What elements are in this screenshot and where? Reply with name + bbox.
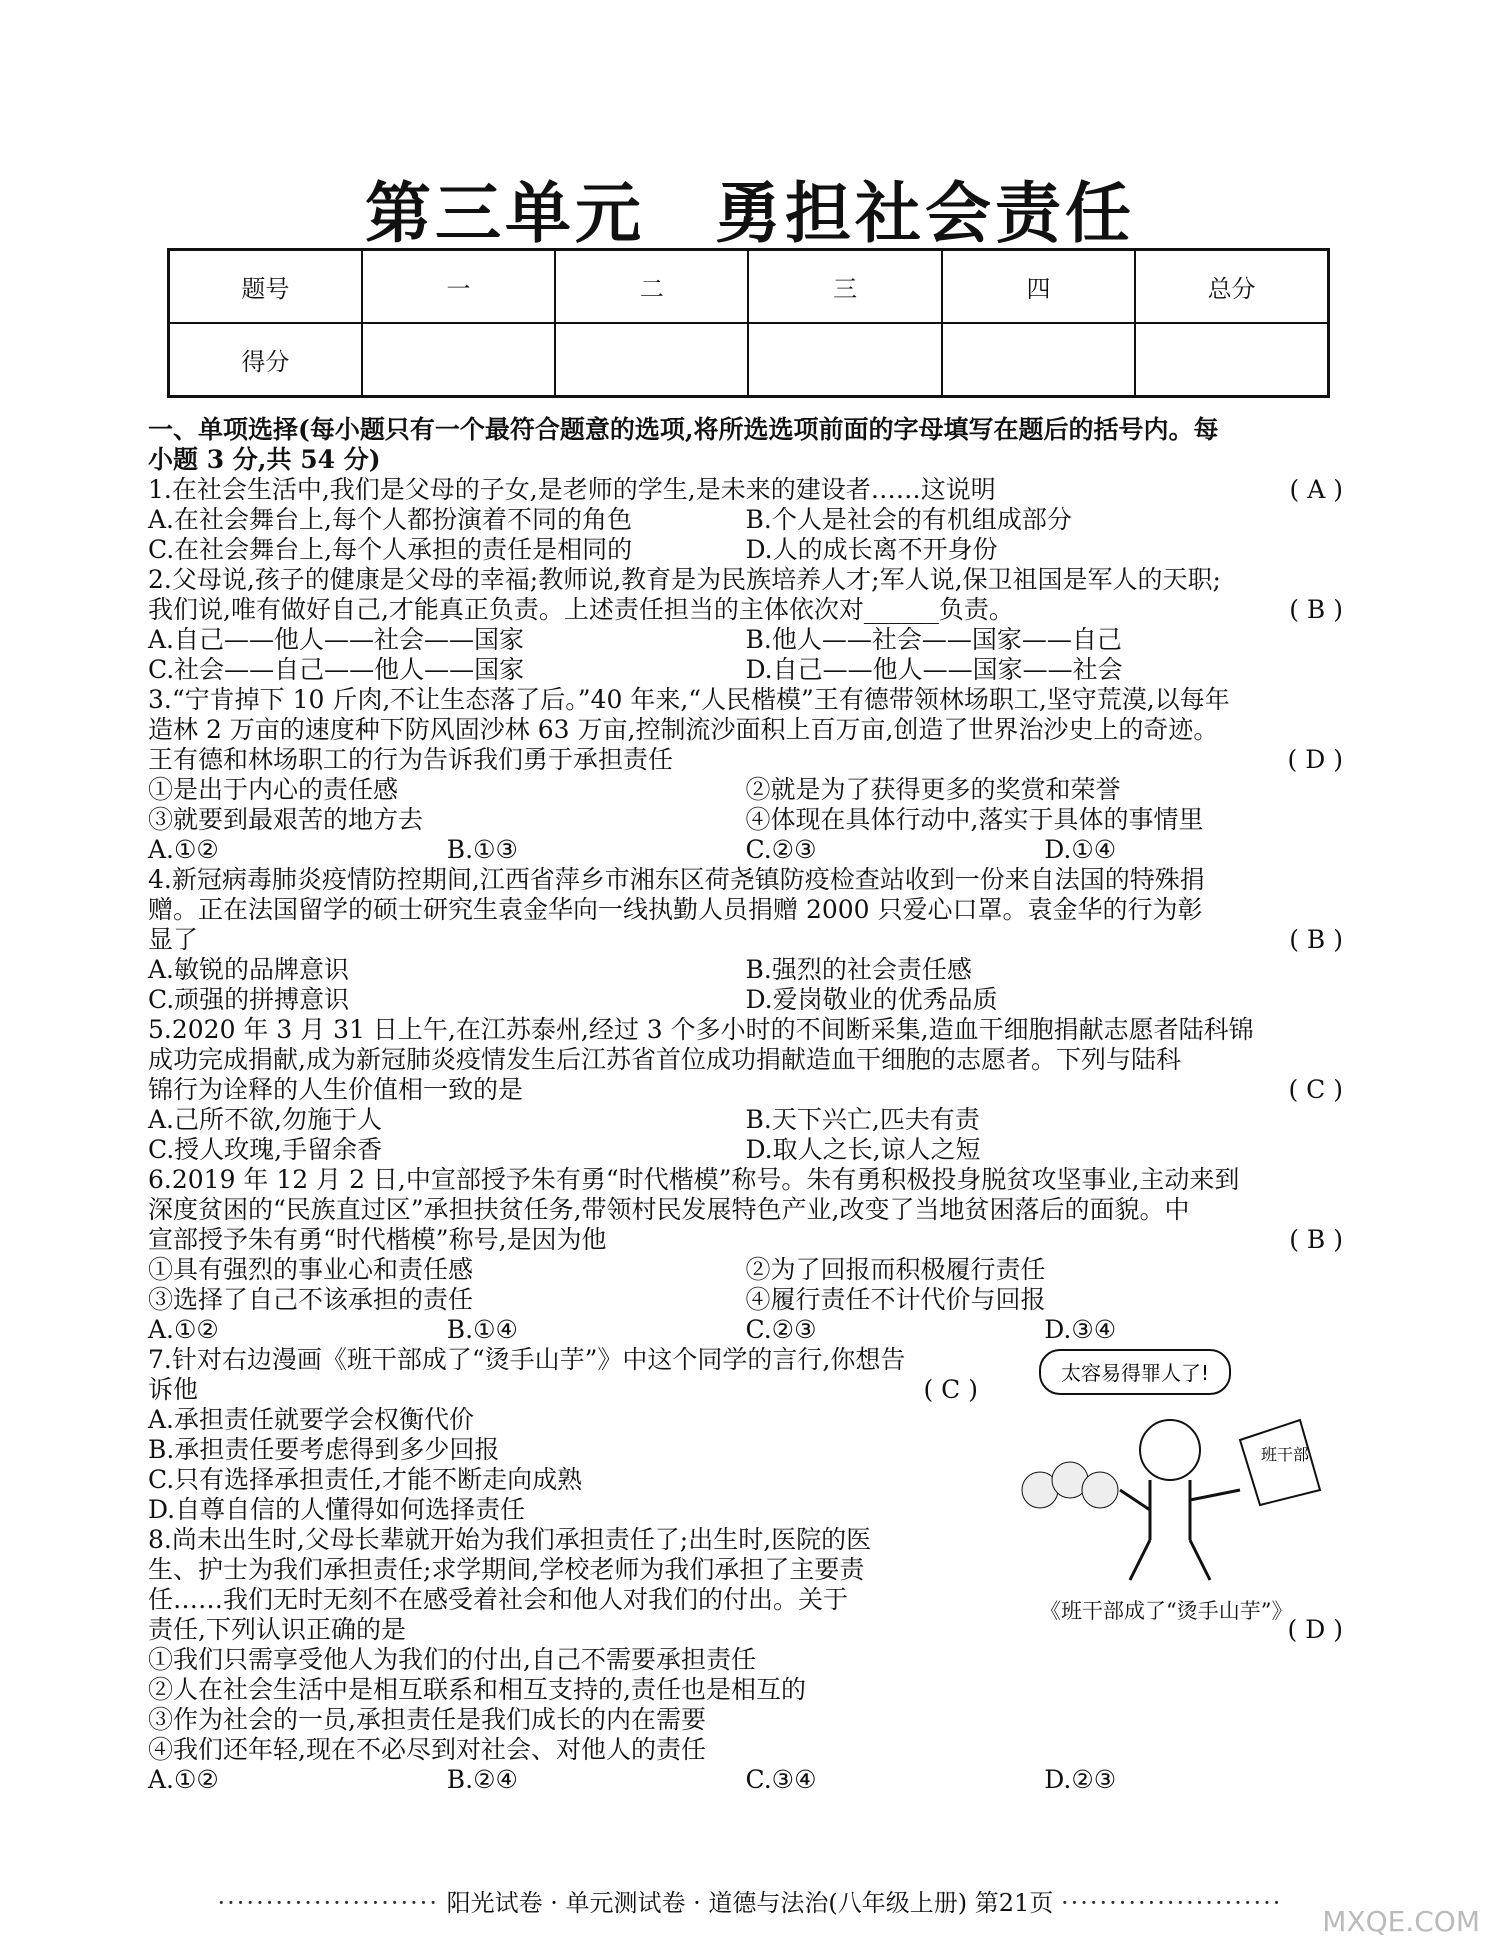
score-cell[interactable] — [1135, 323, 1328, 397]
score-table — [167, 248, 1330, 398]
item: ②就是为了获得更多的奖赏和荣誉 — [745, 775, 1121, 804]
answer: ( B ) — [1289, 1225, 1343, 1254]
score-cell[interactable] — [362, 323, 555, 397]
item: ④体现在具体行动中,落实于具体的事情里 — [745, 805, 1204, 834]
question-list: 一、单项选择(每小题只有一个最符合题意的选项,将所选选项前面的字母填写在题后的括号内。每 小题 3 分,共 54 分) 1.在社会生活中,我们是父母的子女,是老师的学生,是未来的建设者……这说明 ( A ) A.在社会舞台上,每个人都扮演着不同的角色 B.个人是社会的有机组成部分 C.在社会舞台上,每个人承担的责任是相同的 D.人的成长离不开身份 2.父母说,孩子的健康是父母的幸福;教师说,教育是为民族培养人才;军人说,保卫祖国是军人的天职; 我们说,唯有做好自己,才能真正负责。上述责任担当的主体依次对______负责。 ( B ) A.自己——他人——社会——国家 B.他人——社会——国家——自己 C.社会——自己——他人——国家 D.自己——他人——国家——社会 3.“宁肯掉下 10 斤肉,不让生态落了后。”40 年来,“人民楷模”王有德带领林场职工,坚守荒漠,以每年 造林 2 万亩的速度种下防风固沙林 63 万亩,控制流沙面积上百万亩,创造了世界治沙史上的奇迹。 王有德和林场职工的行为告诉我们勇于承担责任 ( D ) ①是出于内心的责任感 ②就是为了获得更多的奖赏和荣誉 ③就要到最艰苦的地方去 ④体现在具体行动中,落实于具体的事情里 A.①② B.①③ C.②③ D.①④ 4.新冠病毒肺炎疫情防控期间,江西省萍乡市湘东区荷尧镇防疫检查站收到一份来自法国的特殊捐 赠。正在法国留学的硕士研究生袁金华向一线执勤人员捐赠 2000 只爱心口罩。袁金华的行为彰 显了 ( B ) A.敏锐的品牌意识 B.强烈的社会责任感 C.顽强的拼搏意识 D.爱岗敬业的优秀品质 5.2020 年 3 月 31 日上午,在江苏泰州,经过 3 个多小时的不间断采集,造血干细胞捐献志愿者陆科锦 成功完成捐献,成为新冠肺炎疫情发生后江苏省首位成功捐献造血干细胞的志愿者。下列与陆科 锦行为诠释的人生价值相一致的是 ( C ) A.己所不欲,勿施于人 B.天下兴亡,匹夫有责 C.授人玫瑰,手留余香 D.取人之长,谅人之短 6.2019 年 12 月 2 日,中宣部授予朱有勇“时代楷模”称号。朱有勇积极投身脱贫攻坚事业,主动来到 深度贫困的“民族直过区”承担扶贫任务,带领村民发展特色产业,改变了当地贫困落后的面貌。中 宣部授予朱有勇“时代楷模”称号,是因为他 ( B ) ①具有强烈的事业心和责任感 ②为了回报而积极履行责任 ③选择了自己不该承担的责任 ④履行责任不计代价与回报 A.①② B.①④ C.②③ D.③④ 7.针对右边漫画《班干部成了“烫手山芋”》中这个同学的言行,你想告 诉他 ( C ) A.承担责任就要学会权衡代价 B.承担责任要考虑得到多少回报 C.只有选择承担责任,才能不断走向成熟 D.自尊自信的人懂得如何选择责任 8.尚未出生时,父母长辈就开始为我们承担责任了;出生时,医院的医 生、护士为我们承担责任;求学期间,学校老师为我们承担了主要责 任……我们无时无刻不在感受着社会和他人对我们的付出。关于 责任,下列认识正确的是 ( D ) ①我们只需享受他人为我们的付出,自己不需要承担责任 ②人在社会生活中是相互联系和相互支持的,责任也是相互的 ③作为社会的一员,承担责任是我们成长的内在需要 ④我们还年轻,现在不必尽到对社会、对他人的责任 A.①② B.②④ C.③④ D.②③ — [148, 415, 1343, 1794]
q6-stem: 6.2019 年 12 月 2 日,中宣部授予朱有勇“时代楷模”称号。朱有勇积极投身脱贫攻坚事业,主动来到 — [148, 1165, 1240, 1194]
item: ①是出于内心的责任感 — [148, 775, 399, 804]
student-body — [1120, 1480, 1240, 1580]
q1-stem: 1.在社会生活中,我们是父母的子女,是老师的学生,是未来的建设者……这说明 ( A ) — [148, 475, 1343, 504]
option: D.自尊自信的人懂得如何选择责任 — [148, 1495, 526, 1524]
item: ①具有强烈的事业心和责任感 — [148, 1255, 474, 1284]
score-header-cell: 三 — [748, 250, 941, 324]
option: B.个人是社会的有机组成部分 — [745, 505, 1072, 534]
option: C.只有选择承担责任,才能不断走向成熟 — [148, 1465, 583, 1494]
option: C.②③ — [745, 1315, 817, 1344]
q2-stem: 2.父母说,孩子的健康是父母的幸福;教师说,教育是为民族培养人才;军人说,保卫祖国是军人的天职; — [148, 565, 1221, 594]
cartoon-caption: 《班干部成了“烫手山芋”》 — [1040, 1599, 1293, 1623]
option: B.强烈的社会责任感 — [745, 955, 972, 984]
speech-text: 太容易得罪人了! — [1060, 1361, 1210, 1385]
sign-text: 班干部 — [1260, 1445, 1310, 1464]
option: D.③④ — [1044, 1315, 1117, 1344]
item: ④履行责任不计代价与回报 — [745, 1285, 1046, 1314]
section-heading-cont: 小题 3 分,共 54 分) — [148, 445, 381, 474]
option: D.取人之长,谅人之短 — [745, 1135, 981, 1164]
score-cell[interactable] — [748, 323, 941, 397]
option: A.敏锐的品牌意识 — [148, 955, 350, 984]
item: ③作为社会的一员,承担责任是我们成长的内在需要 — [148, 1705, 706, 1734]
option: D.②③ — [1044, 1765, 1117, 1794]
option: D.爱岗敬业的优秀品质 — [745, 985, 998, 1014]
crowd-head — [1082, 1472, 1118, 1508]
option: C.社会——自己——他人——国家 — [148, 655, 525, 684]
item: ③选择了自己不该承担的责任 — [148, 1285, 474, 1314]
answer: ( A ) — [1289, 475, 1343, 504]
watermark: MXQE.COM — [1322, 1905, 1480, 1938]
score-header-cell: 题号 — [169, 250, 362, 324]
answer: ( C ) — [923, 1375, 978, 1404]
q3-stem: 3.“宁肯掉下 10 斤肉,不让生态落了后。”40 年来,“人民楷模”王有德带领林场职工,坚守荒漠,以每年 — [148, 685, 1230, 714]
answer: ( D ) — [1287, 745, 1343, 774]
item: ④我们还年轻,现在不必尽到对社会、对他人的责任 — [148, 1735, 706, 1764]
option: A.①② — [148, 1315, 219, 1344]
answer: ( B ) — [1289, 925, 1343, 954]
item: ①我们只需享受他人为我们的付出,自己不需要承担责任 — [148, 1645, 756, 1674]
score-header-cell: 一 — [362, 250, 555, 324]
student-head — [1140, 1420, 1200, 1480]
score-cell[interactable] — [942, 323, 1135, 397]
option: A.己所不欲,勿施于人 — [148, 1105, 382, 1134]
option: B.①④ — [446, 1315, 518, 1344]
option: A.自己——他人——社会——国家 — [148, 625, 525, 654]
option: B.天下兴亡,匹夫有责 — [745, 1105, 980, 1134]
item: ③就要到最艰苦的地方去 — [148, 805, 424, 834]
q5-stem: 5.2020 年 3 月 31 日上午,在江苏泰州,经过 3 个多小时的不间断采集,造血干细胞捐献志愿者陆科锦 — [148, 1015, 1254, 1044]
page-title: 第三单元 勇担社会责任 — [365, 174, 1135, 252]
option: C.授人玫瑰,手留余香 — [148, 1135, 383, 1164]
q4-stem: 4.新冠病毒肺炎疫情防控期间,江西省萍乡市湘东区荷尧镇防疫检查站收到一份来自法国的特殊捐 — [148, 865, 1205, 894]
page-footer: ······················· 阳光试卷 · 单元测试卷 · 道德与法治(八年级上册) 第21页 ······················· — [217, 1889, 1283, 1917]
option: A.①② — [148, 835, 219, 864]
option: B.他人——社会——国家——自己 — [745, 625, 1122, 654]
option: D.①④ — [1044, 835, 1117, 864]
option: A.①② — [148, 1765, 219, 1794]
option: C.在社会舞台上,每个人承担的责任是相同的 — [148, 535, 633, 564]
score-cell[interactable] — [555, 323, 748, 397]
section-heading: 一、单项选择(每小题只有一个最符合题意的选项,将所选选项前面的字母填写在题后的括号内。每 — [148, 415, 1219, 444]
q8-stem: 8.尚未出生时,父母长辈就开始为我们承担责任了;出生时,医院的医 — [148, 1525, 872, 1554]
item: ②为了回报而积极履行责任 — [745, 1255, 1046, 1284]
option: A.承担责任就要学会权衡代价 — [148, 1405, 475, 1434]
answer: ( B ) — [1289, 595, 1343, 624]
score-header-cell: 二 — [555, 250, 748, 324]
option: A.在社会舞台上,每个人都扮演着不同的角色 — [148, 505, 632, 534]
option: B.①③ — [446, 835, 518, 864]
option: D.自己——他人——国家——社会 — [745, 655, 1123, 684]
answer: ( D ) — [1287, 1615, 1343, 1644]
item: ②人在社会生活中是相互联系和相互支持的,责任也是相互的 — [148, 1675, 806, 1704]
answer: ( C ) — [1288, 1075, 1343, 1104]
score-header-cell: 四 — [942, 250, 1135, 324]
option: B.②④ — [446, 1765, 518, 1794]
score-row-label: 得分 — [169, 323, 362, 397]
score-header-cell: 总分 — [1135, 250, 1328, 324]
option: C.顽强的拼搏意识 — [148, 985, 350, 1014]
option: D.人的成长离不开身份 — [745, 535, 998, 564]
option: B.承担责任要考虑得到多少回报 — [148, 1435, 500, 1464]
q7-stem: 7.针对右边漫画《班干部成了“烫手山芋”》中这个同学的言行,你想告 — [148, 1345, 906, 1374]
option: C.②③ — [745, 835, 817, 864]
option: C.③④ — [745, 1765, 817, 1794]
cartoon-illustration — [1000, 1340, 1350, 1590]
